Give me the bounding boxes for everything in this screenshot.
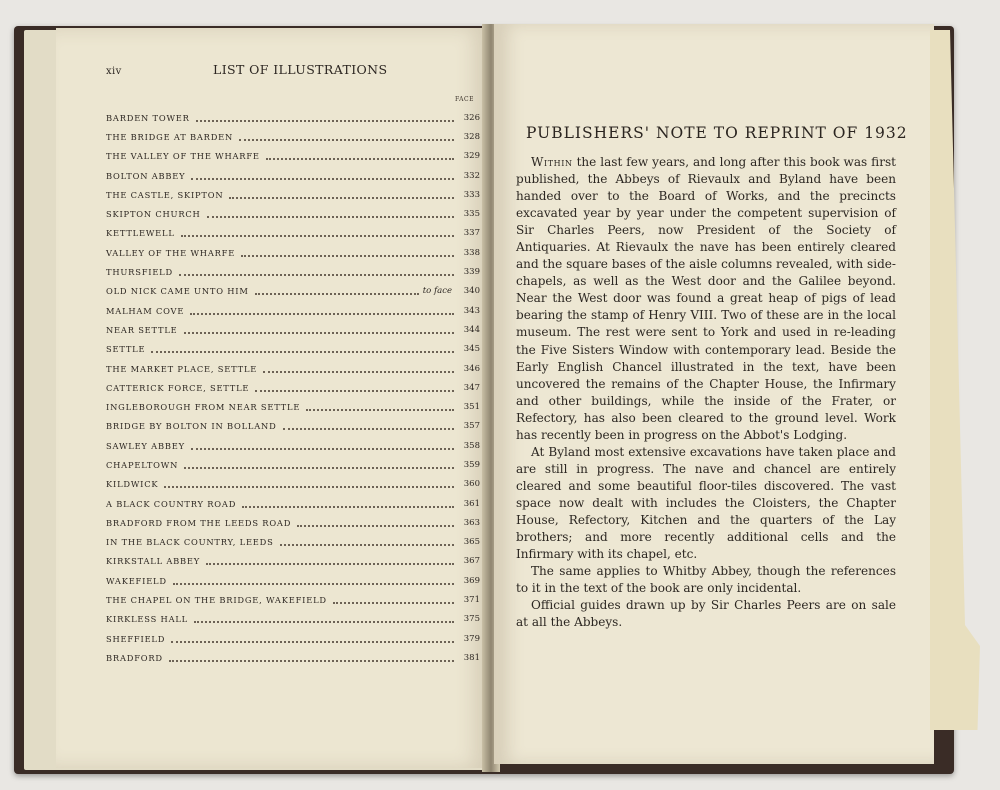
dot-leader — [173, 583, 454, 585]
list-item — [106, 494, 480, 513]
list-item-page: 338 — [463, 247, 480, 258]
dot-leader — [151, 351, 454, 353]
page-column-label: FACE — [455, 96, 474, 103]
list-item-page: 379 — [463, 633, 480, 644]
list-item — [106, 108, 480, 127]
list-item-label: NEAR SETTLE — [106, 324, 178, 335]
dot-leader — [169, 660, 454, 662]
dot-leader — [242, 506, 454, 508]
list-item-page: 367 — [463, 556, 480, 567]
list-item — [106, 378, 480, 397]
list-item — [106, 282, 480, 301]
list-item-label: SAWLEY ABBEY — [106, 440, 185, 451]
list-item-label: THE BRIDGE AT BARDEN — [106, 131, 234, 142]
list-item — [106, 204, 480, 223]
dot-leader — [181, 235, 454, 237]
list-item-page: 381 — [463, 652, 480, 663]
list-item-label: KIRKLESS HALL — [106, 614, 188, 625]
list-item — [106, 185, 480, 204]
list-item-page: 360 — [463, 479, 480, 490]
list-item-page: 346 — [463, 363, 480, 374]
list-item-page: 358 — [463, 440, 480, 451]
list-item — [106, 243, 480, 262]
dot-leader — [206, 563, 454, 565]
list-item-label: KIRKSTALL ABBEY — [106, 556, 201, 567]
list-item — [106, 590, 480, 609]
dot-leader — [171, 641, 454, 643]
list-item — [106, 320, 480, 339]
list-item-label: WAKEFIELD — [106, 575, 167, 586]
dot-leader — [229, 197, 454, 199]
dot-leader — [333, 602, 454, 604]
list-item-label: THE VALLEY OF THE WHARFE — [106, 151, 260, 162]
list-item — [106, 262, 480, 281]
dot-leader — [255, 390, 454, 392]
list-item-page: 371 — [463, 595, 480, 606]
dot-leader — [266, 158, 454, 160]
list-item — [106, 571, 480, 590]
dot-leader — [283, 428, 454, 430]
list-item-label: THE CHAPEL ON THE BRIDGE, WAKEFIELD — [106, 595, 327, 606]
list-item-page: 363 — [463, 517, 480, 528]
list-item-label: CHAPELTOWN — [106, 459, 179, 470]
list-item-page: 332 — [463, 170, 480, 181]
dot-leader — [196, 120, 454, 122]
list-item-page: 344 — [463, 324, 480, 335]
list-item — [106, 166, 480, 185]
list-item — [106, 301, 480, 320]
list-item-label: THE CASTLE, SKIPTON — [106, 189, 224, 200]
list-item-label: A BLACK COUNTRY ROAD — [106, 498, 237, 509]
list-item-page: 335 — [463, 209, 480, 220]
dot-leader — [184, 332, 454, 334]
list-item-page: 337 — [463, 228, 480, 239]
list-item-label: BRIDGE BY BOLTON IN BOLLAND — [106, 421, 277, 432]
dot-leader — [179, 274, 454, 276]
loose-leaf — [930, 30, 980, 730]
list-item-page: 359 — [463, 459, 480, 470]
list-item — [106, 513, 480, 532]
dot-leader — [241, 255, 454, 257]
dot-leader — [190, 313, 454, 315]
list-item-page: 357 — [463, 421, 480, 432]
list-item-page: 347 — [463, 382, 480, 393]
list-item — [106, 648, 480, 667]
dot-leader — [194, 621, 454, 623]
list-item-page: 340 — [463, 286, 480, 297]
list-item-page: 326 — [463, 112, 480, 123]
list-item — [106, 340, 480, 359]
list-item-label: CATTERICK FORCE, SETTLE — [106, 382, 250, 393]
paragraph-lead-word: Within — [531, 155, 573, 169]
list-item-page: 333 — [463, 189, 480, 200]
paragraph-text: At Byland most extensive excavations have taken place and are still in progress. The nave and chancel are entirely cleared and some beautiful floor-tiles discovered. The vast space now dealt with includes the Cloisters, the Chapter House, Refectory, Kitchen and the quarters of the Lay brothers; and more recently additional cells and the Infirmary with its chapel, etc. — [516, 444, 896, 562]
dot-leader — [164, 486, 454, 488]
dot-leader — [239, 139, 454, 141]
left-running-head — [106, 62, 478, 82]
list-item-label: INGLEBOROUGH FROM NEAR SETTLE — [106, 402, 301, 413]
list-item-label: SETTLE — [106, 344, 146, 355]
dot-leader — [306, 409, 454, 411]
list-item — [106, 127, 480, 146]
dot-leader — [255, 293, 419, 295]
list-item — [106, 359, 480, 378]
list-item-label: MALHAM COVE — [106, 305, 185, 316]
list-item — [106, 552, 480, 571]
list-item-page: 369 — [463, 575, 480, 586]
list-item-note: to face — [422, 286, 452, 297]
note-paragraph — [516, 563, 896, 597]
list-item-page: 361 — [463, 498, 480, 509]
list-item-label: IN THE BLACK COUNTRY, LEEDS — [106, 537, 274, 548]
note-paragraph — [516, 597, 896, 631]
list-item-label: BARDEN TOWER — [106, 112, 190, 123]
dot-leader — [263, 371, 454, 373]
list-item-label: THURSFIELD — [106, 267, 173, 278]
list-item-label: VALLEY OF THE WHARFE — [106, 247, 236, 258]
note-paragraph — [516, 444, 896, 563]
dot-leader — [191, 178, 454, 180]
paragraph-text: the last few years, and long after this book was first published, the Abbeys of Rievaulx and Byland have been handed over to the Board of Works, and the precincts excavated year by year under the competent supervision of Sir Charles Peers, now President of the Society of Antiquaries. At Rievaulx the nave has been entirely cleared and the square bases of the aisle columns revealed, with side-chapels, as well as the West door and the Galilee beyond. Near the West door was found a great heap of pigs of lead bearing the stamp of Henry VIII. Two of these are in the local museum. The rest were sent to York and used in re-leading the Five Sisters Window with contemporary lead. Beside the Early English Chancel illustrated in the text, have been uncovered the remains of the Chapter House, the Infirmary and other buildings, while the inside of the Frater, or Refectory, has also been cleared to the ground level. Work has recently been in progress on the Abbot's Lodging. — [516, 155, 896, 442]
list-item — [106, 629, 480, 648]
list-item-label: BOLTON ABBEY — [106, 170, 186, 181]
list-item-label: SKIPTON CHURCH — [106, 209, 201, 220]
list-item — [106, 224, 480, 243]
list-item-page: 339 — [463, 267, 480, 278]
list-item — [106, 610, 480, 629]
dot-leader — [297, 525, 454, 527]
list-item-label: SHEFFIELD — [106, 633, 166, 644]
note-paragraph — [516, 154, 896, 444]
list-item — [106, 533, 480, 552]
paragraph-text: Official guides drawn up by Sir Charles Peers are on sale at all the Abbeys. — [516, 598, 896, 630]
list-item-label: KILDWICK — [106, 479, 159, 490]
list-item-page: 343 — [463, 305, 480, 316]
dot-leader — [207, 216, 454, 218]
list-item — [106, 397, 480, 416]
list-item-page: 329 — [463, 151, 480, 162]
note-body — [516, 154, 896, 631]
list-item-label: KETTLEWELL — [106, 228, 175, 239]
list-item-page: 365 — [463, 537, 480, 548]
list-item-page: 328 — [463, 131, 480, 142]
list-item — [106, 417, 480, 436]
list-item-page: 375 — [463, 614, 480, 625]
list-item — [106, 455, 480, 474]
list-item-page: 345 — [463, 344, 480, 355]
illustration-list — [106, 108, 480, 668]
list-item-label: OLD NICK CAME UNTO HIM — [106, 286, 249, 297]
list-item — [106, 475, 480, 494]
list-item — [106, 436, 480, 455]
list-item-label: BRADFORD — [106, 652, 163, 663]
list-item-label: THE MARKET PLACE, SETTLE — [106, 363, 258, 374]
paragraph-text: The same applies to Whitby Abbey, though the references to it in the text of the book are only incidental. — [516, 564, 896, 596]
page-number: xiv — [106, 66, 122, 77]
dot-leader — [280, 544, 454, 546]
list-item-label: BRADFORD FROM THE LEEDS ROAD — [106, 517, 292, 528]
list-item-page: 351 — [463, 402, 480, 413]
list-item — [106, 147, 480, 166]
note-title: PUBLISHERS' NOTE TO REPRINT OF 1932 — [526, 124, 908, 142]
dot-leader — [191, 448, 454, 450]
dot-leader — [184, 467, 454, 469]
list-title: LIST OF ILLUSTRATIONS — [213, 62, 388, 77]
